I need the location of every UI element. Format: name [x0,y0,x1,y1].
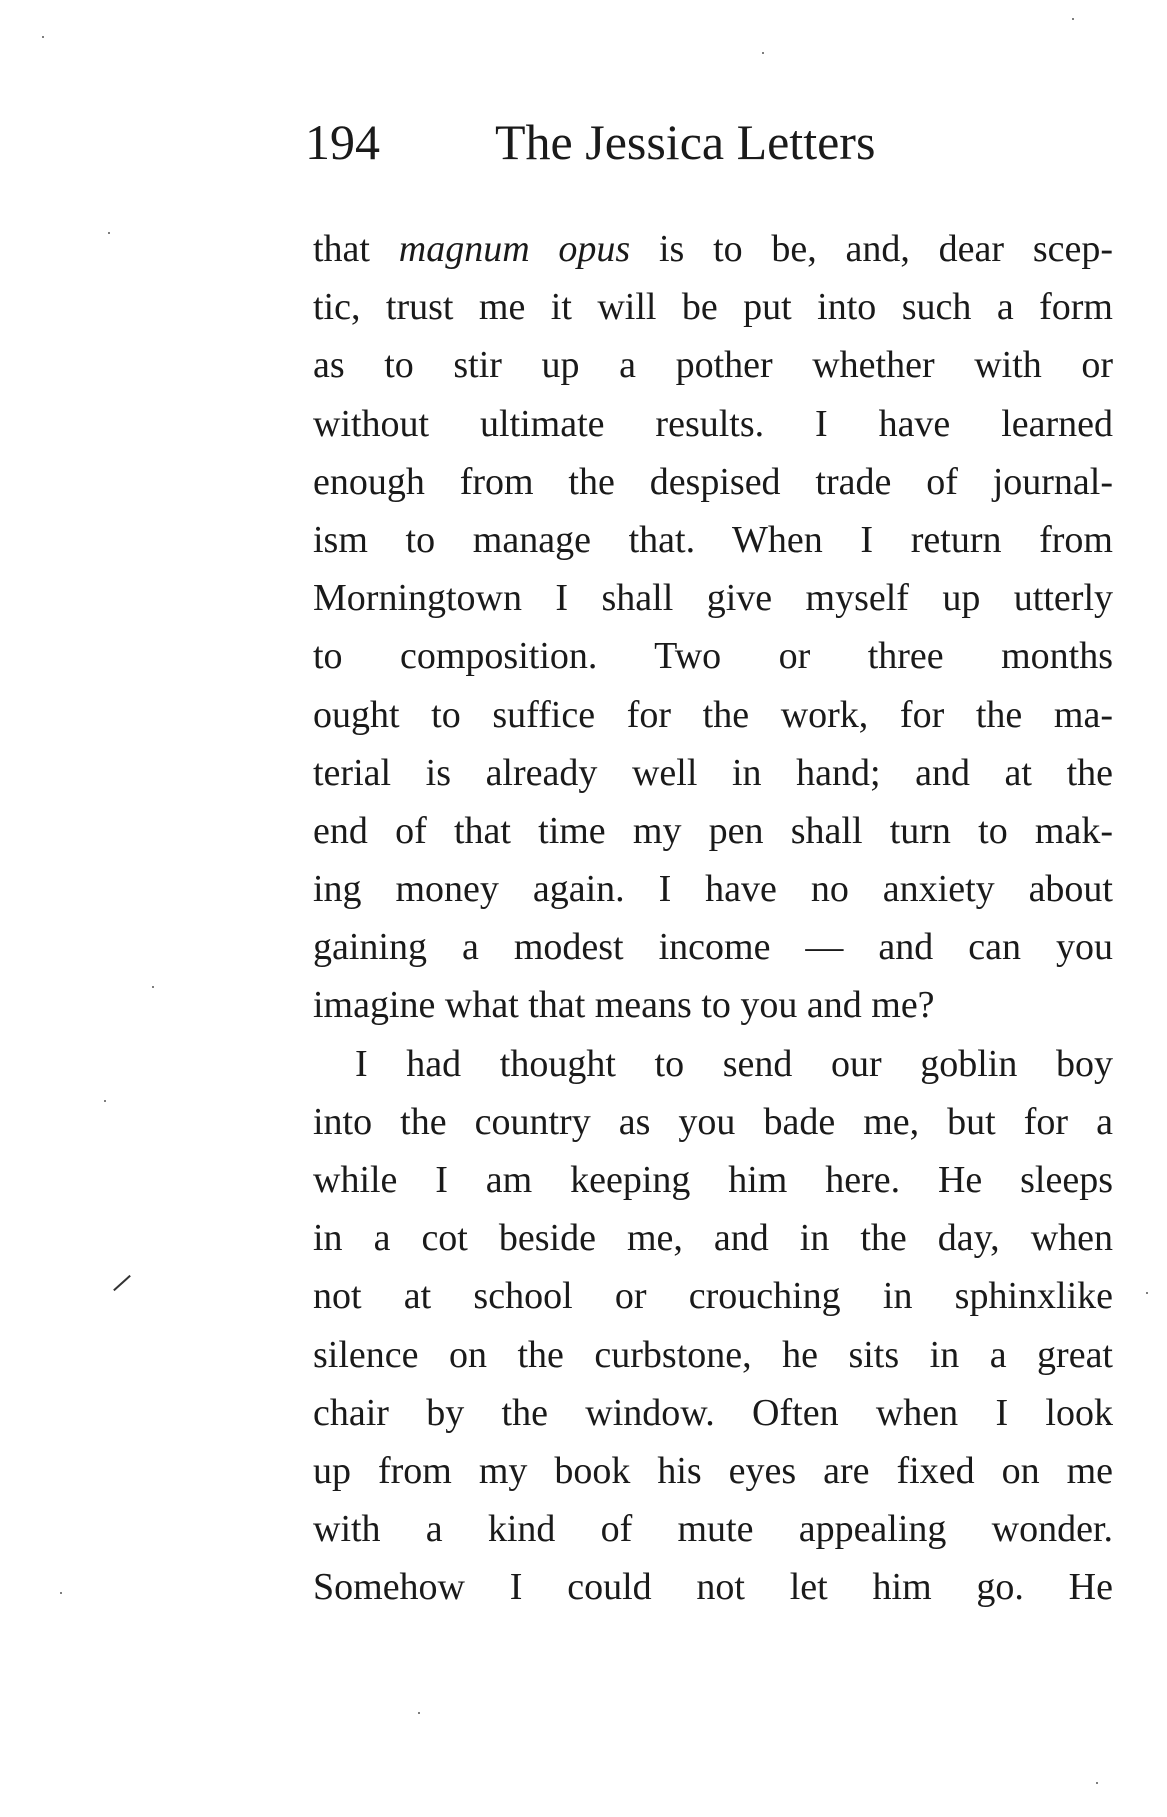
paper-speck [1096,1782,1098,1784]
text-line: tic, trust me it will be put into such a form [313,286,1113,329]
text-line: Somehow I could not let him go. He [313,1566,1113,1609]
text-line: without ultimate results. I have learned [313,402,1113,445]
text-line: with a kind of mute appealing wonder. [313,1508,1113,1551]
text-line: gaining a modest income — and can you [313,926,1113,969]
text-line: Morningtown I shall give myself up utterly [313,577,1113,620]
text-line: ing money again. I have no anxiety about [313,868,1113,911]
text-line: to composition. Two or three months [313,635,1113,678]
text-line: in a cot beside me, and in the day, when [313,1217,1113,1260]
text-line [313,220,1113,278]
text-line: as to stir up a pother whether with or [313,344,1113,387]
margin-pencil-mark [113,1275,131,1291]
text-line: silence on the curbstone, he sits in a great [313,1333,1113,1376]
text-fragment: is to be, and, dear scep- [630,228,1113,270]
text-line: while I am keeping him here. He sleeps [313,1159,1113,1201]
running-head [305,112,1107,172]
text-line: not at school or crouching in sphinxlike [313,1275,1113,1318]
paper-speck [762,52,764,54]
text-line: chair by the window. Often when I look [313,1391,1113,1434]
text-line: enough from the despised trade of journal- [313,460,1113,503]
text-line: into the country as you bade me, but for a [313,1100,1113,1143]
paper-speck [1072,18,1074,20]
paper-speck [60,1592,62,1594]
book-title: The Jessica Letters [495,114,876,170]
paragraph-first-line: I had thought to send our goblin boy [355,1042,1113,1085]
text-line: ought to suffice for the work, for the ma- [313,693,1113,736]
text-line: up from my book his eyes are fixed on me [313,1449,1113,1492]
text-line: terial is already well in hand; and at the [313,751,1113,794]
italic-phrase: magnum opus [398,228,631,270]
paper-speck [42,36,44,38]
text-line: ism to manage that. When I return from [313,518,1113,561]
paper-speck [104,1100,106,1102]
page-number: 194 [305,114,380,170]
paper-speck [108,232,110,234]
paper-speck [418,1712,420,1714]
paper-speck [152,986,154,988]
text-fragment: that [313,228,399,270]
text-line: end of that time my pen shall turn to mak- [313,809,1113,852]
body-text [313,220,1113,1617]
paper-speck [1146,1292,1148,1294]
paragraph-last-line: imagine what that means to you and me? [313,984,935,1027]
